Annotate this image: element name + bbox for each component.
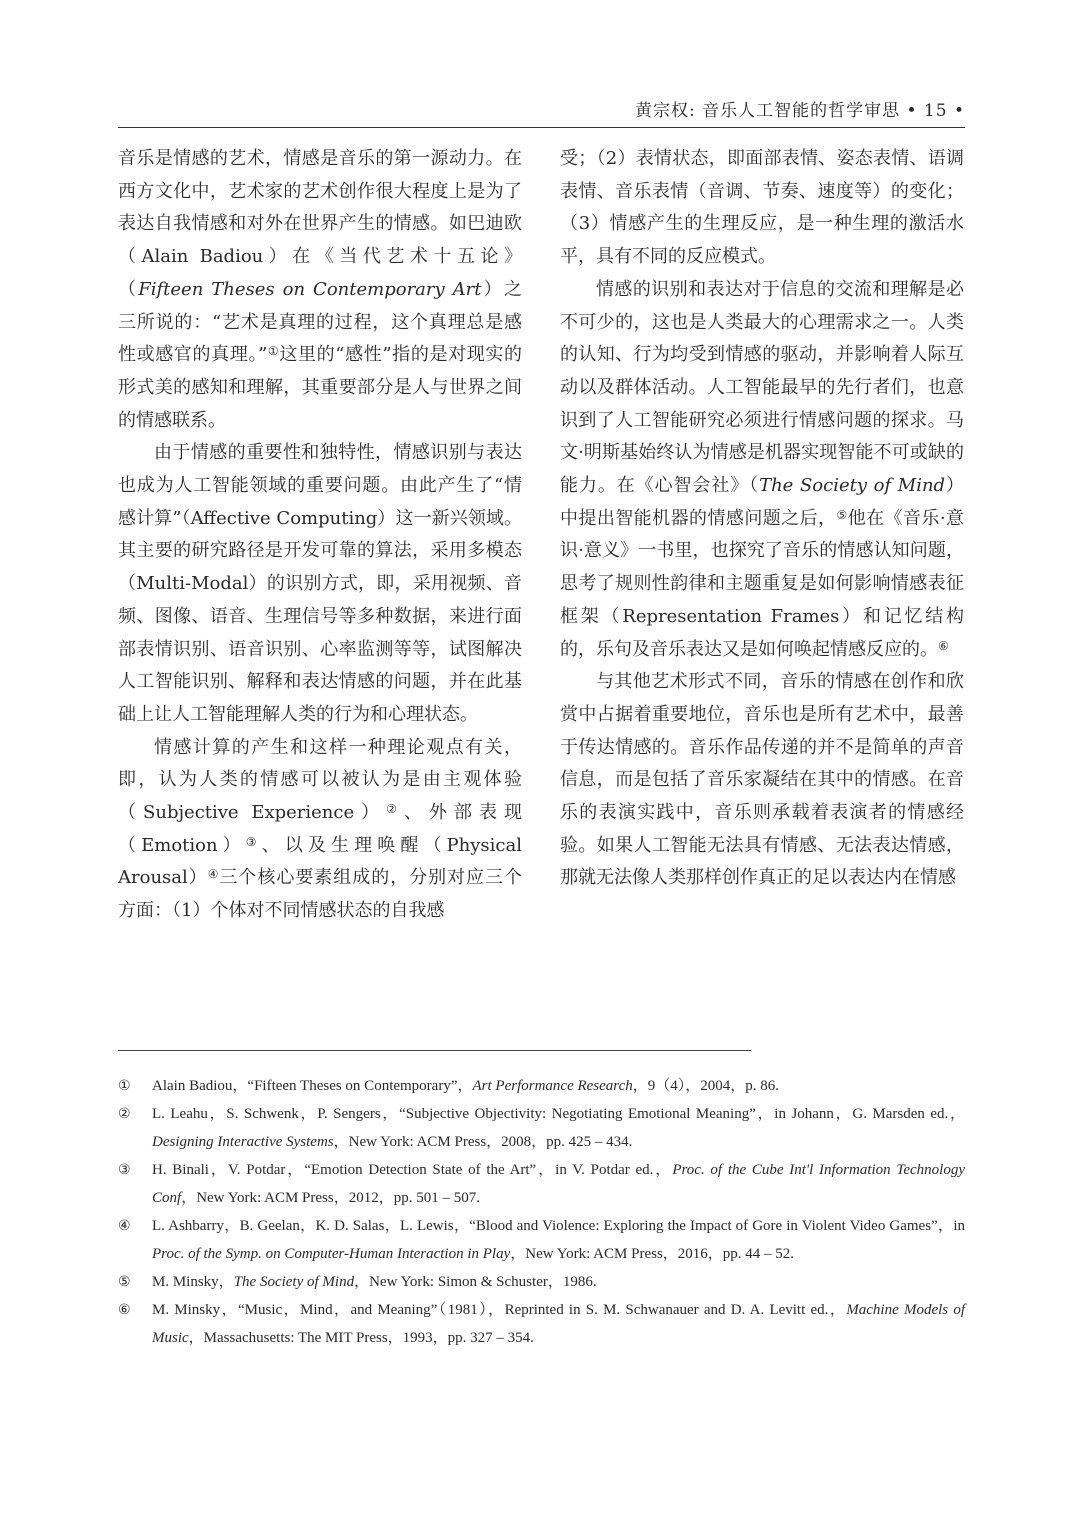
footnotes (118, 1072, 965, 1352)
footnote-marker: ④ (118, 1218, 131, 1234)
paragraph: 音乐是情感的艺术，情感是音乐的第一源动力。在西方文化中，艺术家的艺术创作很大程度上是为了表达自我情感和对外在世界产生的情感。如巴迪欧（Alain Badiou）在《当代艺术十五论》（Fifteen Theses on Contemporary Art）之三所说的：“艺术是真理的过程，这个真理总是感性或感官的真理。”①这里的“感性”指的是对现实的形式美的感知和理解，其重要部分是人与世界之间的情感联系。 (118, 148, 523, 431)
paragraph: 情感的识别和表达对于信息的交流和理解是必不可少的，这也是人类最大的心理需求之一。人类的认知、行为均受到情感的驱动，并影响着人际互动以及群体活动。人工智能最早的先行者们，也意识到了人工智能研究必须进行情感问题的探求。马文·明斯基始终认为情感是机器实现智能不可或缺的能力。在《心智会社》（The Society of Mind）中提出智能机器的情感问题之后，⑤他在《音乐·意识·意义》一书里，也探究了音乐的情感认知问题，思考了规则性韵律和主题重复是如何影响情感表征框架（Representation Frames）和记忆结构的，乐句及音乐表达又是如何唤起情感反应的。⑥ (560, 278, 965, 660)
footnote: ⑥ M. Minsky，“Music，Mind，and Meaning”（1981），Reprinted in S. M. Schwanauer and D. A. Levitt ed.，Machine Models of Music，Massachusetts: The MIT Press，1993，pp. 327 – 354. (118, 1296, 965, 1352)
footnote: ③ H. Binali，V. Potdar，“Emotion Detection State of the Art”，in V. Potdar ed.，Proc. of the Cube Int'l Information Technology Conf，New York: ACM Press，2012，pp. 501 – 507. (118, 1156, 965, 1212)
paragraph: 情感计算的产生和这样一种理论观点有关，即，认为人类的情感可以被认为是由主观体验（Subjective Experience）②、外部表现（Emotion）③、以及生理唤醒（Physical Arousal）④三个核心要素组成的，分别对应三个方面：（1）个体对不同情感状态的自我感 (118, 736, 522, 922)
running-header: 黄宗权: 音乐人工智能的哲学审思 • 15 • (634, 101, 965, 121)
footnote-ref[interactable]: ⑥ (938, 638, 949, 653)
footnote-ref[interactable]: ① (267, 344, 280, 359)
footnote-marker: ② (118, 1106, 131, 1122)
paragraph: 与其他艺术形式不同，音乐的情感在创作和欣赏中占据着重要地位，音乐也是所有艺术中，最善于传达情感的。音乐作品传递的并不是简单的声音信息，而是包括了音乐家凝结在其中的情感。在音乐的表演实践中，音乐则承载着表演者的情感经验。如果人工智能无法具有情感、无法表达情感，那就无法像人类那样创作真正的足以表达内在情感 (560, 671, 964, 889)
paragraph: 受；（2）表情状态，即面部表情、姿态表情、语调表情、音乐表情（音调、节奏、速度等）的变化；（3）情感产生的生理反应，是一种生理的激活水平，具有不同的反应模式。 (560, 148, 964, 268)
footnote: ① Alain Badiou，“Fifteen Theses on Contemporary”，Art Performance Research，9（4），2004，p. 86. (118, 1072, 965, 1100)
footnote: ⑤ M. Minsky，The Society of Mind，New York: Simon & Schuster，1986. (118, 1268, 965, 1296)
footnote: ② L. Leahu，S. Schwenk，P. Sengers，“Subjective Objectivity: Negotiating Emotional Meaning”，in Johann，G. Marsden ed.，Designing Interactive Systems，New York: ACM Press，2008，pp. 425 – 434. (118, 1100, 965, 1156)
footnote-ref[interactable]: ④ (207, 867, 220, 882)
footnote-marker: ③ (118, 1162, 131, 1178)
footnote-marker: ① (118, 1078, 131, 1094)
right-column (560, 143, 964, 895)
footnote-ref[interactable]: ② (386, 802, 404, 817)
footnote-rule (118, 1050, 751, 1051)
footnote-marker: ⑥ (118, 1302, 131, 1318)
header-rule (118, 127, 965, 128)
paragraph: 由于情感的重要性和独特性，情感识别与表达也成为人工智能领域的重要问题。由此产生了“情感计算”（Affective Computing）这一新兴领域。其主要的研究路径是开发可靠的算法，采用多模态（Multi-Modal）的识别方式，即，采用视频、音频、图像、语音、生理信号等多种数据，来进行面部表情识别、语音识别、心率监测等等，试图解决人工智能识别、解释和表达情感的问题，并在此基础上让人工智能理解人类的行为和心理状态。 (118, 442, 522, 725)
footnote: ④ L. Ashbarry，B. Geelan，K. D. Salas，L. Lewis，“Blood and Violence: Exploring the Impact of Gore in Violent Video Games”，in Proc. of the Symp. on Computer-Human Interaction in Play，New York: ACM Press，2016，pp. 44 – 52. (118, 1212, 965, 1268)
footnote-ref[interactable]: ⑤ (836, 507, 848, 522)
footnote-marker: ⑤ (118, 1274, 131, 1290)
footnote-ref[interactable]: ③ (245, 834, 262, 849)
left-column (118, 143, 522, 928)
